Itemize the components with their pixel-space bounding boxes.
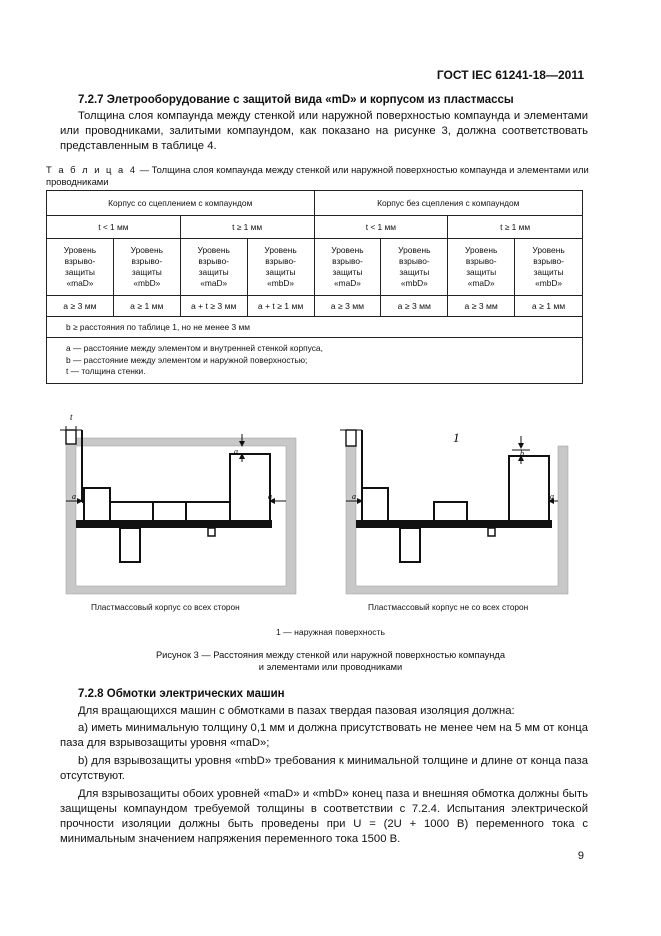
level-header: Уровень взрыво- защиты «mbD» (113, 239, 180, 296)
table-cell: a + t ≥ 3 мм (180, 296, 247, 317)
standard-number: ГОСТ IEC 61241-18—2011 (436, 68, 584, 82)
level-header: Уровень взрыво- защиты «maD» (47, 239, 114, 296)
right-enclosure (340, 430, 568, 594)
section-7-2-8-p3: b) для взрывозащиты уровня «mbD» требования к минимальной толщине и длине от конца паза отсутствуют. (60, 755, 588, 782)
section-7-2-8-p2: а) иметь минимальную толщину 0,1 мм и должна присутствовать не менее чем на 5 мм от конца паза для взрывозащиты уровня «maD»; (60, 722, 588, 749)
table-note: t — толщина стенки. (66, 366, 146, 376)
figure-3-drawing (0, 410, 661, 610)
subgroup-header: t < 1 мм (47, 216, 181, 239)
section-7-2-8-heading: 7.2.8 Обмотки электрических машин (78, 688, 285, 700)
left-label-a-1: a (72, 492, 76, 501)
table-notes (47, 338, 583, 384)
left-enclosure (60, 426, 296, 594)
level-header: Уровень взрыво- защиты «maD» (180, 239, 247, 296)
table-note: a — расстояние между элементом и внутренней стенкой корпуса, (66, 343, 323, 353)
figure-3-caption: Рисунок 3 — Расстояния между стенкой или наружной поверхностью компаунда и элементами или проводниками (155, 650, 506, 672)
section-7-2-8-p1: Для вращающихся машин с обмотками в пазах твердая пазовая изоляция должна: (78, 705, 515, 717)
right-label-a-2: a (550, 492, 554, 501)
right-label-1: 1 (453, 430, 460, 445)
subgroup-header: t < 1 мм (314, 216, 448, 239)
table-4-caption: Т а б л и ц а 4 — Толщина слоя компаунда между стенкой или наружной поверхностью компаунда и элементами или проводниками (46, 164, 589, 187)
right-label-b: b (520, 449, 524, 458)
level-header: Уровень взрыво- защиты «mbD» (381, 239, 448, 296)
level-header: Уровень взрыво- защиты «maD» (448, 239, 515, 296)
left-label-a-2: a (268, 492, 272, 501)
level-header: Уровень взрыво- защиты «maD» (314, 239, 381, 296)
table-cell: a ≥ 3 мм (381, 296, 448, 317)
section-7-2-8-p4: Для взрывозащиты обоих уровней «maD» и «mbD» конец паза и внешняя обмотка должны быть защищены компаундом требуемой толщины в соответствии с 7.2.4. Испытания электрической прочности изоляции должны быть проведены при U = (2U + 1000 В) переменного тока с минимальным значением напряжения переменного тока 1500 В. (60, 788, 588, 845)
table-cell: a ≥ 3 мм (314, 296, 381, 317)
subgroup-header: t ≥ 1 мм (180, 216, 314, 239)
table-note: b — расстояние между элементом и наружной поверхностью; (66, 354, 308, 365)
table-cell: a ≥ 1 мм (515, 296, 583, 317)
table-cell: a ≥ 3 мм (448, 296, 515, 317)
subgroup-header: t ≥ 1 мм (448, 216, 583, 239)
section-7-2-7-body: Толщина слоя компаунда между стенкой или наружной поверхностью компаунда и элементами или проводниками, залитыми компаундом, как показано на рисунке 3, должна соответствовать представленным в таблице 4. (60, 110, 588, 152)
group-header-bonded: Корпус со сцеплением с компаундом (47, 191, 315, 216)
table-cell: a + t ≥ 1 мм (247, 296, 314, 317)
right-figure-caption: Пластмассовый корпус не со всех сторон (368, 602, 529, 612)
table-cell: a ≥ 1 мм (113, 296, 180, 317)
table-4 (46, 190, 583, 384)
right-label-a-1: a (352, 492, 356, 501)
figure-legend: 1 — наружная поверхность (276, 627, 385, 637)
group-header-unbonded: Корпус без сцепления с компаундом (314, 191, 583, 216)
table-cell: a ≥ 3 мм (47, 296, 114, 317)
level-header: Уровень взрыво- защиты «mbD» (247, 239, 314, 296)
level-header: Уровень взрыво- защиты «mbD» (515, 239, 583, 296)
left-label-a-3: a (234, 447, 238, 456)
section-7-2-7-heading: 7.2.7 Элетрооборудование с защитой вида «mD» и корпусом из пластмассы (78, 94, 514, 106)
left-figure-caption: Пластмассовый корпус со всех сторон (91, 602, 240, 612)
left-label-t: t (70, 412, 73, 422)
table-b-note: b ≥ расстояния по таблице 1, но не менее 3 мм (47, 317, 583, 338)
page-number: 9 (577, 850, 584, 862)
